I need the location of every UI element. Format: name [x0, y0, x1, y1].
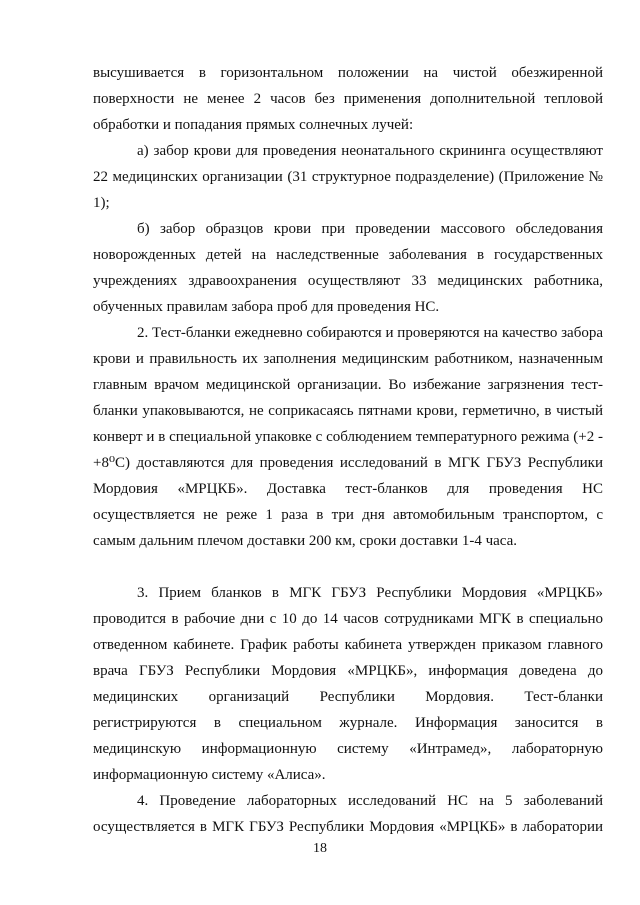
- paragraph-point-2: 2. Тест-бланки ежедневно собираются и проверяются на качество забора крови и правильность их заполнения медицинским работником, назначенным главным врачом медицинской организации. Во избежание загрязнения тест-бланки упаковываются, не соприкасаясь пятнами крови, герметично, в чистый конверт и в специальной упаковке с соблюдением температурного режима (+2 - +8⁰С) доставляются для проведения исследований в МГК ГБУЗ Республики Мордовия «МРЦКБ». Доставка тест-бланков для проведения НС осуществляется не реже 1 раза в три дня автомобильным транспортом, с самым дальним плечом доставки 200 км, сроки доставки 1-4 часа.: [93, 325, 603, 549]
- page-number: 18: [313, 841, 327, 856]
- paragraph-point-4: 4. Проведение лабораторных исследований НС на 5 заболеваний осуществляется в МГК ГБУЗ Республики Мордовия «МРЦКБ» в лаборатории: [93, 793, 603, 835]
- paragraph-drying: высушивается в горизонтальном положении на чистой обезжиренной поверхности не менее 2 часов без применения дополнительной тепловой обработки и попадания прямых солнечных лучей:: [93, 65, 603, 133]
- paragraph-item-b: б) забор образцов крови при проведении массового обследования новорожденных детей на наследственные заболевания в государственных учреждениях здравоохранения осуществляют 33 медицинских работника, обученных правилам забора проб для проведения НС.: [93, 221, 603, 315]
- paragraph-point-3: 3. Прием бланков в МГК ГБУЗ Республики Мордовия «МРЦКБ» проводится в рабочие дни с 10 до 14 часов сотрудниками МГК в специально отведенном кабинете. График работы кабинета утвержден приказом главного врача ГБУЗ Республики Мордовия «МРЦКБ», информация доведена до медицинских организаций Республики Мордовия. Тест-бланки регистрируются в специальном журнале. Информация заносится в медицинскую информационную систему «Интрамед», лабораторную информационную систему «Алиса».: [93, 585, 603, 783]
- paragraph-item-a: а) забор крови для проведения неонатального скрининга осуществляют 22 медицинских организации (31 структурное подразделение) (Приложение № 1);: [93, 143, 603, 211]
